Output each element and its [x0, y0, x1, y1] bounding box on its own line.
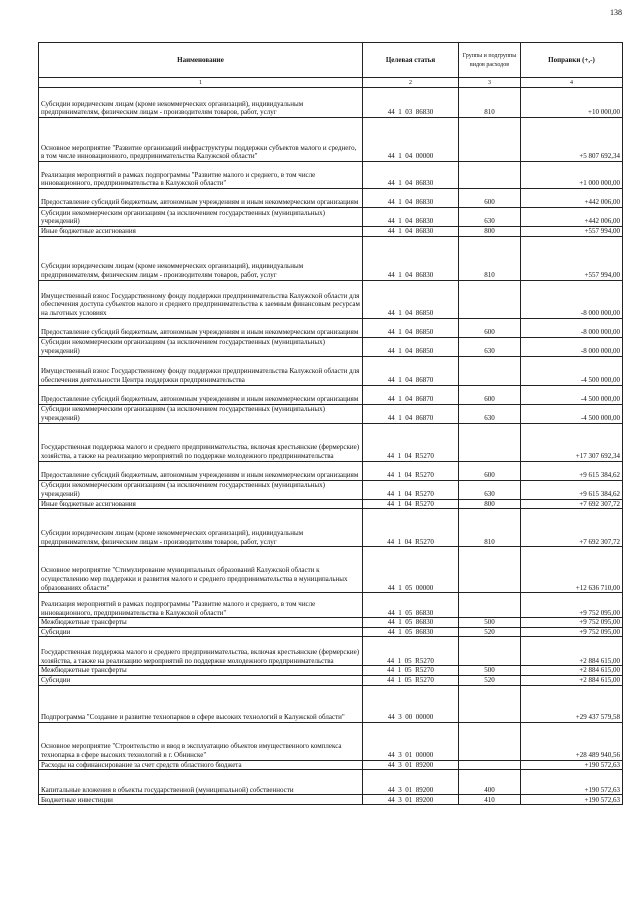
row-target-article: 44 1 04 86830: [363, 189, 459, 208]
row-expense-group: [459, 637, 521, 666]
column-number: 4: [521, 78, 623, 88]
row-name: Основное мероприятие "Стимулирование муниципальных образований Калужской области к осуществлению мер поддержки и развития малого и среднего предпринимательства в муниципальных образованиях области": [39, 547, 363, 593]
row-target-article: 44 1 04 86830: [363, 208, 459, 227]
table-row: [39, 318, 623, 337]
row-expense-group: 400: [459, 770, 521, 795]
row-target-article: 44 1 04 86830: [363, 162, 459, 189]
row-amount: +5 807 692,34: [521, 118, 623, 162]
row-amount: +7 692 307,72: [521, 509, 623, 547]
row-amount: -4 500 000,00: [521, 404, 623, 423]
row-target-article: 44 1 04 86870: [363, 356, 459, 385]
row-target-article: 44 1 04 00000: [363, 118, 459, 162]
row-target-article: 44 1 05 R5270: [363, 666, 459, 676]
row-target-article: 44 1 03 86830: [363, 88, 459, 118]
row-expense-group: [459, 280, 521, 318]
row-target-article: 44 1 04 R5270: [363, 499, 459, 509]
row-target-article: 44 1 04 R5270: [363, 509, 459, 547]
header-group-label: Группы и подгруппы видов расходов: [462, 53, 517, 68]
table-row: [39, 280, 623, 318]
row-name: Расходы на софинансирование за счет средств областного бюджета: [39, 760, 363, 770]
row-name: Капитальные вложения в объекты государственной (муниципальной) собственности: [39, 770, 363, 795]
table-row: [39, 227, 623, 237]
table-row: [39, 675, 623, 685]
row-name: Предоставление субсидий бюджетным, автономным учреждениям и иным некоммерческим организациям: [39, 385, 363, 404]
table-row: [39, 461, 623, 480]
table-row: [39, 404, 623, 423]
row-target-article: 44 1 04 86850: [363, 318, 459, 337]
row-amount: +442 006,00: [521, 208, 623, 227]
table-row: [39, 162, 623, 189]
row-expense-group: 500: [459, 666, 521, 676]
row-name: Субсидии некоммерческим организациям (за исключением государственных (муниципальных) учреждений): [39, 337, 363, 356]
row-amount: +2 884 615,00: [521, 675, 623, 685]
row-name: Субсидии юридическим лицам (кроме некоммерческих организаций), индивидуальным предпринимателям, физическим лицам - производителям товаров, работ, услуг: [39, 236, 363, 280]
row-amount: +9 752 095,00: [521, 618, 623, 628]
table-row: [39, 618, 623, 628]
row-expense-group: 410: [459, 795, 521, 805]
row-name: Предоставление субсидий бюджетным, автономным учреждениям и иным некоммерческим организациям: [39, 189, 363, 208]
row-amount: +28 489 940,56: [521, 722, 623, 760]
row-expense-group: 810: [459, 236, 521, 280]
row-expense-group: 630: [459, 404, 521, 423]
row-name: Реализация мероприятий в рамках подпрограммы "Развитие малого и среднего, в том числе инновационного, предпринимательства в Калужской области": [39, 162, 363, 189]
row-amount: +10 000,00: [521, 88, 623, 118]
row-expense-group: 800: [459, 499, 521, 509]
row-amount: -4 500 000,00: [521, 385, 623, 404]
table-row: [39, 385, 623, 404]
table-row: [39, 593, 623, 618]
row-expense-group: [459, 547, 521, 593]
table-row: [39, 356, 623, 385]
row-target-article: 44 1 05 R5270: [363, 637, 459, 666]
row-amount: +29 437 579,58: [521, 685, 623, 722]
row-name: Основное мероприятие "Строительство и ввод в эксплуатацию объектов имущественного комплекса технопарка в сфере высоких технологий в г. Обнинске": [39, 722, 363, 760]
row-name: Предоставление субсидий бюджетным, автономным учреждениям и иным некоммерческим организациям: [39, 318, 363, 337]
row-name: Межбюджетные трансферты: [39, 666, 363, 676]
column-number: 1: [39, 78, 363, 88]
row-expense-group: 500: [459, 618, 521, 628]
row-target-article: 44 3 01 89200: [363, 795, 459, 805]
column-number-row: [39, 78, 623, 88]
row-amount: -8 000 000,00: [521, 337, 623, 356]
row-amount: +190 572,63: [521, 760, 623, 770]
table-row: [39, 795, 623, 805]
row-target-article: 44 1 04 86870: [363, 404, 459, 423]
table-row: [39, 88, 623, 118]
table-row: [39, 189, 623, 208]
row-expense-group: 810: [459, 509, 521, 547]
row-name: Основное мероприятие "Развитие организаций инфраструктуры поддержки субъектов малого и среднего, в том числе инновационного, предпринимательства Калужской области": [39, 118, 363, 162]
row-target-article: 44 3 00 00000: [363, 685, 459, 722]
row-name: Иные бюджетные ассигнования: [39, 227, 363, 237]
row-target-article: 44 1 05 00000: [363, 547, 459, 593]
row-amount: +9 615 384,62: [521, 461, 623, 480]
table-row: [39, 337, 623, 356]
row-expense-group: 600: [459, 318, 521, 337]
row-amount: -4 500 000,00: [521, 356, 623, 385]
table-row: [39, 627, 623, 637]
row-expense-group: 600: [459, 189, 521, 208]
row-amount: +442 006,00: [521, 189, 623, 208]
table-row: [39, 760, 623, 770]
row-expense-group: [459, 760, 521, 770]
row-target-article: 44 1 04 R5270: [363, 423, 459, 461]
row-name: Субсидии некоммерческим организациям (за исключением государственных (муниципальных) учреждений): [39, 208, 363, 227]
row-target-article: 44 1 04 86870: [363, 385, 459, 404]
row-target-article: 44 1 05 86830: [363, 618, 459, 628]
row-amount: +17 307 692,34: [521, 423, 623, 461]
row-target-article: 44 3 01 89200: [363, 770, 459, 795]
row-amount: +557 994,00: [521, 236, 623, 280]
header-article: Целевая статья: [363, 43, 459, 78]
row-name: Государственная поддержка малого и среднего предпринимательства, включая крестьянские (фермерские) хозяйства, а также на реализацию мероприятий по поддержке молодежного предпринимательства: [39, 637, 363, 666]
table-row: [39, 236, 623, 280]
row-amount: +9 752 095,00: [521, 627, 623, 637]
row-expense-group: 810: [459, 88, 521, 118]
row-expense-group: [459, 722, 521, 760]
column-number: 3: [459, 78, 521, 88]
header-name: Наименование: [39, 43, 363, 78]
row-target-article: 44 1 05 86830: [363, 593, 459, 618]
row-name: Предоставление субсидий бюджетным, автономным учреждениям и иным некоммерческим организациям: [39, 461, 363, 480]
table-row: [39, 423, 623, 461]
row-amount: +2 884 615,00: [521, 637, 623, 666]
table-row: [39, 666, 623, 676]
row-name: Бюджетные инвестиции: [39, 795, 363, 805]
row-expense-group: 600: [459, 385, 521, 404]
row-name: Субсидии юридическим лицам (кроме некоммерческих организаций), индивидуальным предпринимателям, физическим лицам - производителям товаров, работ, услуг: [39, 509, 363, 547]
row-target-article: 44 3 01 89200: [363, 760, 459, 770]
row-amount: +9 615 384,62: [521, 480, 623, 499]
row-amount: +190 572,63: [521, 795, 623, 805]
table-row: [39, 499, 623, 509]
row-expense-group: 520: [459, 627, 521, 637]
row-target-article: 44 1 04 86830: [363, 236, 459, 280]
row-name: Иные бюджетные ассигнования: [39, 499, 363, 509]
row-expense-group: 630: [459, 480, 521, 499]
table-row: [39, 770, 623, 795]
table-row: [39, 637, 623, 666]
row-amount: +9 752 095,00: [521, 593, 623, 618]
row-name: Реализация мероприятий в рамках подпрограммы "Развитие малого и среднего, в том числе инновационного, предпринимательства в Калужской области": [39, 593, 363, 618]
row-name: Субсидии: [39, 627, 363, 637]
row-name: Межбюджетные трансферты: [39, 618, 363, 628]
row-expense-group: 630: [459, 208, 521, 227]
row-amount: +2 884 615,00: [521, 666, 623, 676]
table-row: [39, 547, 623, 593]
page-number: 138: [610, 8, 622, 17]
row-target-article: 44 1 04 86850: [363, 280, 459, 318]
table-row: [39, 685, 623, 722]
row-target-article: 44 1 04 86850: [363, 337, 459, 356]
row-name: Имущественный взнос Государственному фонду поддержки предпринимательства Калужской области для обеспечения деятельности Центра поддержки предпринимательства: [39, 356, 363, 385]
table-row: [39, 509, 623, 547]
row-name: Субсидии юридическим лицам (кроме некоммерческих организаций), индивидуальным предпринимателям, физическим лицам - производителям товаров, работ, услуг: [39, 88, 363, 118]
row-name: Государственная поддержка малого и среднего предпринимательства, включая крестьянские (фермерские) хозяйства, а также на реализацию мероприятий по поддержке молодежного предпринимательства: [39, 423, 363, 461]
row-target-article: 44 1 04 R5270: [363, 461, 459, 480]
row-expense-group: [459, 356, 521, 385]
row-name: Субсидии: [39, 675, 363, 685]
row-expense-group: 630: [459, 337, 521, 356]
row-expense-group: [459, 593, 521, 618]
row-expense-group: [459, 162, 521, 189]
header-group: [459, 43, 521, 78]
row-expense-group: [459, 685, 521, 722]
row-amount: +190 572,63: [521, 770, 623, 795]
row-expense-group: 600: [459, 461, 521, 480]
table-row: [39, 118, 623, 162]
row-amount: +1 000 000,00: [521, 162, 623, 189]
row-target-article: 44 1 04 86830: [363, 227, 459, 237]
header-row: [39, 43, 623, 78]
row-target-article: 44 3 01 00000: [363, 722, 459, 760]
row-target-article: 44 1 04 R5270: [363, 480, 459, 499]
row-target-article: 44 1 05 86830: [363, 627, 459, 637]
row-expense-group: 800: [459, 227, 521, 237]
row-name: Подпрограмма "Создание и развитие технопарков в сфере высоких технологий в Калужской области": [39, 685, 363, 722]
table-row: [39, 208, 623, 227]
row-name: Субсидии некоммерческим организациям (за исключением государственных (муниципальных) учреждений): [39, 480, 363, 499]
row-amount: -8 000 000,00: [521, 280, 623, 318]
row-amount: +12 636 710,00: [521, 547, 623, 593]
row-target-article: 44 1 05 R5270: [363, 675, 459, 685]
row-amount: -8 000 000,00: [521, 318, 623, 337]
column-number: 2: [363, 78, 459, 88]
row-expense-group: [459, 118, 521, 162]
budget-amendments-table: [38, 42, 623, 805]
row-expense-group: 520: [459, 675, 521, 685]
row-amount: +557 994,00: [521, 227, 623, 237]
table-row: [39, 722, 623, 760]
row-expense-group: [459, 423, 521, 461]
row-name: Имущественный взнос Государственному фонду поддержки предпринимательства Калужской области для обеспечения доступа субъектов малого и среднего предпринимательства к заемным финансовым ресурсам на льготных условиях: [39, 280, 363, 318]
row-name: Субсидии некоммерческим организациям (за исключением государственных (муниципальных) учреждений): [39, 404, 363, 423]
row-amount: +7 692 307,72: [521, 499, 623, 509]
table-row: [39, 480, 623, 499]
header-amount: Поправки (+,-): [521, 43, 623, 78]
